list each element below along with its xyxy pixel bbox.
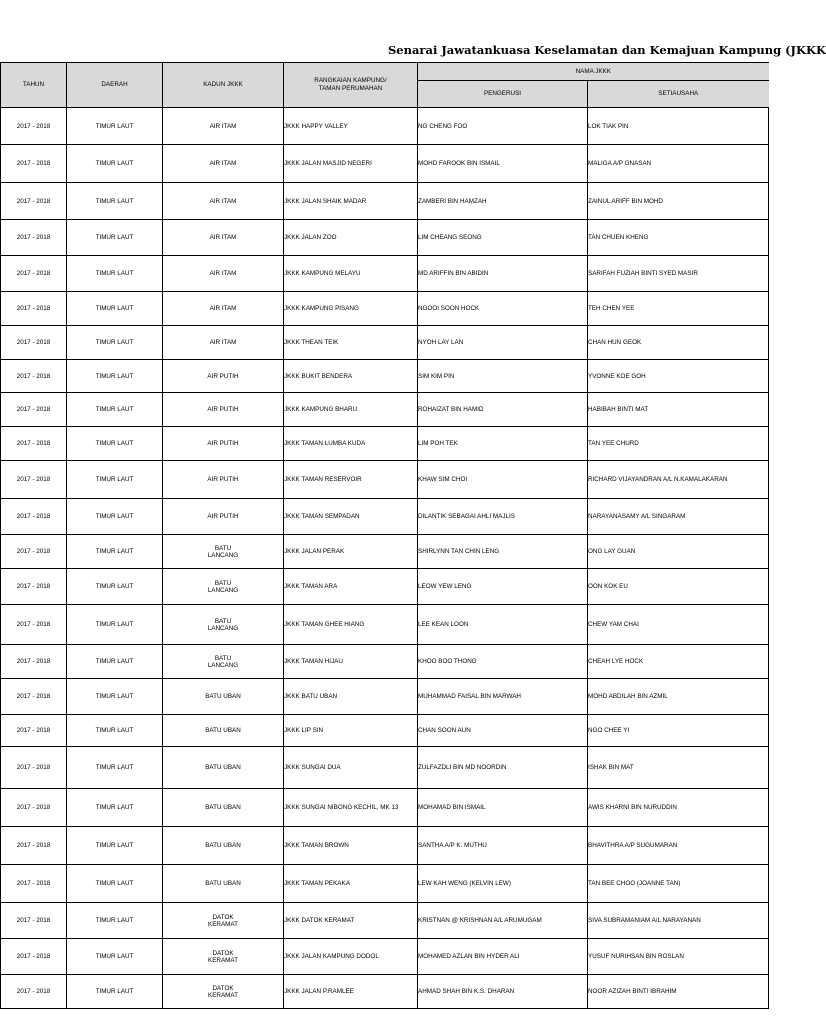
cell-pengerusi: NYOH LAY LAN — [418, 326, 588, 360]
cell-pengerusi: MOHD FAROOK BIN ISMAIL — [418, 145, 588, 183]
cell-pengerusi: NGOOI SOON HOCK — [418, 292, 588, 326]
table-row — [1, 183, 769, 220]
cell-rangkaian: JKKK HAPPY VALLEY — [284, 108, 418, 145]
cell-kadun — [163, 220, 284, 256]
cell-rangkaian: JKKK TAMAN RESERVOIR — [284, 461, 418, 499]
cell-kadun — [163, 827, 284, 865]
table-row — [1, 747, 769, 789]
cell-rangkaian: JKKK TAMAN PEKAKA — [284, 865, 418, 903]
cell-pengerusi: LIM POH TEK — [418, 427, 588, 461]
cell-setiausaha: NOOR AZIZAH BINTI IBRAHIM — [588, 975, 769, 1009]
cell-rangkaian: JKKK JALAN MASJID NEGERI — [284, 145, 418, 183]
cell-kadun — [163, 569, 284, 605]
cell-kadun-line: BATU — [214, 544, 232, 552]
cell-rangkaian: JKKK BATU UBAN — [284, 679, 418, 715]
cell-pengerusi: MOHAMAD BIN ISMAIL — [418, 789, 588, 827]
cell-kadun-line: AIR ITAM — [209, 122, 237, 130]
cell-tahun: 2017 - 2018 — [1, 108, 67, 145]
cell-setiausaha: LOK TIAK PIN — [588, 108, 769, 145]
jkkk-table — [0, 62, 769, 1009]
cell-tahun: 2017 - 2018 — [1, 747, 67, 789]
cell-rangkaian: JKKK SUNGAI DUA — [284, 747, 418, 789]
cell-kadun — [163, 292, 284, 326]
cell-kadun-line: DATOK — [212, 949, 234, 957]
cell-pengerusi: KRISTNAN @ KRISHNAN A/L ARUMUGAM — [418, 903, 588, 939]
cell-daerah: TIMUR LAUT — [67, 393, 163, 427]
header-nama-jkkk: NAMA JKKK — [418, 63, 769, 81]
table-row — [1, 975, 769, 1009]
cell-kadun — [163, 789, 284, 827]
table-row — [1, 789, 769, 827]
header-daerah: DAERAH — [67, 63, 163, 108]
header-pengerusi: PENGERUSI — [418, 81, 588, 108]
cell-tahun: 2017 - 2018 — [1, 865, 67, 903]
cell-tahun: 2017 - 2018 — [1, 975, 67, 1009]
cell-daerah: TIMUR LAUT — [67, 789, 163, 827]
cell-pengerusi: LEW KAH WENG (KELVIN LEW) — [418, 865, 588, 903]
cell-pengerusi: SHIRLYNN TAN CHIN LENG — [418, 535, 588, 569]
cell-setiausaha: CHEW YAM CHAI — [588, 605, 769, 645]
cell-rangkaian: JKKK TAMAN HIJAU — [284, 645, 418, 679]
cell-rangkaian: JKKK JALAN KAMPUNG DODOL — [284, 939, 418, 975]
cell-setiausaha: MOHD ABDILAH BIN AZMIL — [588, 679, 769, 715]
table-row — [1, 393, 769, 427]
cell-pengerusi: SIM KIM PIN — [418, 360, 588, 393]
table-row — [1, 499, 769, 535]
cell-daerah: TIMUR LAUT — [67, 360, 163, 393]
cell-tahun: 2017 - 2018 — [1, 939, 67, 975]
table-row — [1, 256, 769, 292]
cell-pengerusi: MD ARIFFIN BIN ABIDIN — [418, 256, 588, 292]
document-title: Senarai Jawatankuasa Keselamatan dan Kemajuan Kampung (JKKK — [388, 43, 826, 57]
cell-setiausaha: HABIBAH BINTI MAT — [588, 393, 769, 427]
table-row — [1, 605, 769, 645]
cell-rangkaian: JKKK JALAN PERAK — [284, 535, 418, 569]
cell-kadun — [163, 326, 284, 360]
cell-rangkaian: JKKK KAMPUNG PISANG — [284, 292, 418, 326]
header-rangkaian-line2: TAMAN PERUMAHAN — [318, 85, 383, 92]
cell-pengerusi: KHOO BOO THONG — [418, 645, 588, 679]
cell-kadun-line: BATU UBAN — [205, 764, 241, 771]
cell-kadun — [163, 499, 284, 535]
cell-daerah: TIMUR LAUT — [67, 747, 163, 789]
cell-daerah: TIMUR LAUT — [67, 679, 163, 715]
cell-daerah: TIMUR LAUT — [67, 715, 163, 747]
cell-kadun-line: DATOK — [212, 913, 234, 921]
cell-rangkaian: JKKK DATOK KERAMAT — [284, 903, 418, 939]
cell-daerah: TIMUR LAUT — [67, 645, 163, 679]
cell-setiausaha: YVONNE KOE GOH — [588, 360, 769, 393]
cell-kadun — [163, 605, 284, 645]
cell-kadun-line: BATU — [214, 654, 232, 662]
cell-kadun-line: AIR ITAM — [209, 234, 237, 241]
cell-daerah: TIMUR LAUT — [67, 975, 163, 1009]
table-row — [1, 827, 769, 865]
table-row — [1, 220, 769, 256]
cell-kadun-line: AIR ITAM — [209, 305, 237, 312]
cell-setiausaha: CHAN HUN GEOK — [588, 326, 769, 360]
cell-daerah: TIMUR LAUT — [67, 903, 163, 939]
cell-daerah: TIMUR LAUT — [67, 292, 163, 326]
cell-kadun — [163, 939, 284, 975]
cell-kadun — [163, 183, 284, 220]
cell-kadun-line: BATU UBAN — [205, 727, 241, 734]
cell-kadun-line: LANCANG — [207, 624, 239, 632]
cell-rangkaian: JKKK LIP SIN — [284, 715, 418, 747]
cell-kadun — [163, 747, 284, 789]
cell-rangkaian: JKKK TAMAN LUMBA KUDA — [284, 427, 418, 461]
cell-setiausaha: NARAYANASAMY A/L SINGARAM — [588, 499, 769, 535]
cell-rangkaian: JKKK JALAN SHAIK MADAR — [284, 183, 418, 220]
cell-tahun: 2017 - 2018 — [1, 360, 67, 393]
cell-setiausaha: MALIGA A/P GNASAN — [588, 145, 769, 183]
cell-kadun-line: AIR ITAM — [209, 197, 237, 205]
table-row — [1, 145, 769, 183]
cell-rangkaian: JKKK TAMAN GHEE HIANG — [284, 605, 418, 645]
cell-rangkaian: JKKK KAMPUNG MELAYU — [284, 256, 418, 292]
cell-rangkaian: JKKK JALAN ZOO — [284, 220, 418, 256]
cell-tahun: 2017 - 2018 — [1, 535, 67, 569]
table-row — [1, 865, 769, 903]
cell-daerah: TIMUR LAUT — [67, 220, 163, 256]
cell-kadun-line: LANCANG — [207, 551, 239, 559]
cell-kadun — [163, 679, 284, 715]
cell-tahun: 2017 - 2018 — [1, 326, 67, 360]
cell-tahun: 2017 - 2018 — [1, 789, 67, 827]
cell-daerah: TIMUR LAUT — [67, 256, 163, 292]
cell-kadun — [163, 535, 284, 569]
table-row — [1, 569, 769, 605]
cell-rangkaian: JKKK TAMAN ARA — [284, 569, 418, 605]
cell-tahun: 2017 - 2018 — [1, 679, 67, 715]
cell-tahun: 2017 - 2018 — [1, 292, 67, 326]
cell-kadun-line: AIR PUTIH — [207, 440, 239, 447]
cell-kadun — [163, 461, 284, 499]
cell-kadun-line: KERAMAT — [208, 920, 238, 928]
cell-tahun: 2017 - 2018 — [1, 393, 67, 427]
cell-kadun-line: AIR ITAM — [209, 160, 237, 167]
cell-setiausaha: ZAINUL ARIFF BIN MOHD — [588, 183, 769, 220]
cell-pengerusi: NG CHENG FOO — [418, 108, 588, 145]
cell-daerah: TIMUR LAUT — [67, 605, 163, 645]
cell-daerah: TIMUR LAUT — [67, 827, 163, 865]
cell-rangkaian: JKKK JALAN P.RAMLEE — [284, 975, 418, 1009]
cell-tahun: 2017 - 2018 — [1, 827, 67, 865]
cell-tahun: 2017 - 2018 — [1, 645, 67, 679]
cell-pengerusi: LEOW YEW LENG — [418, 569, 588, 605]
cell-rangkaian: JKKK SUNGAI NIBONG KECHIL, MK 13 — [284, 789, 418, 827]
cell-kadun — [163, 393, 284, 427]
cell-kadun-line: LANCANG — [207, 586, 239, 594]
cell-daerah: TIMUR LAUT — [67, 939, 163, 975]
table-row — [1, 939, 769, 975]
cell-pengerusi: LIM CHEANG SEONG — [418, 220, 588, 256]
cell-rangkaian: JKKK TAMAN BROWN — [284, 827, 418, 865]
table-row — [1, 903, 769, 939]
cell-kadun — [163, 975, 284, 1009]
cell-kadun-line: AIR PUTIH — [207, 476, 239, 483]
cell-pengerusi: ZULFAZDLI BIN MD NOORDIN — [418, 747, 588, 789]
cell-pengerusi: DILANTIK SEBAGAI AHLI MAJLIS — [418, 499, 588, 535]
table-row — [1, 360, 769, 393]
cell-setiausaha: SIVA SUBRAMANIAM A/L NARAYANAN — [588, 903, 769, 939]
cell-setiausaha: AWIS KHARNI BIN NURUDDIN — [588, 789, 769, 827]
cell-daerah: TIMUR LAUT — [67, 183, 163, 220]
cell-pengerusi: ROHAIZAT BIN HAMID — [418, 393, 588, 427]
cell-tahun: 2017 - 2018 — [1, 715, 67, 747]
cell-kadun — [163, 360, 284, 393]
cell-tahun: 2017 - 2018 — [1, 256, 67, 292]
header-rangkaian — [284, 63, 418, 108]
cell-rangkaian: JKKK THEAN TEIK — [284, 326, 418, 360]
table-row — [1, 535, 769, 569]
cell-kadun-line: BATU UBAN — [205, 880, 241, 887]
cell-kadun-line: AIR PUTIH — [207, 372, 239, 380]
cell-kadun-line: LANCANG — [207, 661, 239, 669]
cell-daerah: TIMUR LAUT — [67, 108, 163, 145]
cell-daerah: TIMUR LAUT — [67, 427, 163, 461]
header-setiausaha: SETIAUSAHA — [588, 81, 769, 108]
header-tahun: TAHUN — [1, 63, 67, 108]
cell-kadun — [163, 645, 284, 679]
table-row — [1, 461, 769, 499]
cell-kadun-line: BATU — [214, 579, 232, 587]
cell-kadun-line: AIR ITAM — [209, 270, 237, 277]
cell-kadun-line: AIR PUTIH — [207, 513, 239, 520]
cell-pengerusi: KHAW SIM CHOI — [418, 461, 588, 499]
cell-setiausaha: TAN CHUEN KHENG — [588, 220, 769, 256]
cell-kadun-line: AIR ITAM — [209, 339, 237, 346]
cell-daerah: TIMUR LAUT — [67, 569, 163, 605]
cell-kadun — [163, 903, 284, 939]
cell-setiausaha: BHAVITHRA A/P SUGUMARAN — [588, 827, 769, 865]
cell-setiausaha: ONG LAY GUAN — [588, 535, 769, 569]
cell-tahun: 2017 - 2018 — [1, 427, 67, 461]
cell-rangkaian: JKKK KAMPUNG BHARU — [284, 393, 418, 427]
cell-pengerusi: MUHAMMAD FAISAL BIN MARWAH — [418, 679, 588, 715]
cell-tahun: 2017 - 2018 — [1, 903, 67, 939]
table-row — [1, 108, 769, 145]
table-row — [1, 645, 769, 679]
cell-kadun-line: BATU UBAN — [205, 804, 241, 811]
cell-daerah: TIMUR LAUT — [67, 865, 163, 903]
cell-tahun: 2017 - 2018 — [1, 145, 67, 183]
cell-setiausaha: SARIFAH FUZIAH BINTI SYED MASIR — [588, 256, 769, 292]
cell-tahun: 2017 - 2018 — [1, 461, 67, 499]
table-row — [1, 679, 769, 715]
cell-setiausaha: ISHAK BIN MAT — [588, 747, 769, 789]
cell-tahun: 2017 - 2018 — [1, 499, 67, 535]
cell-daerah: TIMUR LAUT — [67, 535, 163, 569]
cell-kadun — [163, 427, 284, 461]
cell-kadun-line: BATU — [214, 617, 232, 625]
cell-tahun: 2017 - 2018 — [1, 569, 67, 605]
cell-daerah: TIMUR LAUT — [67, 326, 163, 360]
cell-tahun: 2017 - 2018 — [1, 220, 67, 256]
cell-kadun — [163, 865, 284, 903]
cell-setiausaha: RICHARD VIJAYANDRAN A/L N.KAMALAKARAN — [588, 461, 769, 499]
cell-kadun-line: BATU UBAN — [205, 842, 241, 849]
cell-kadun — [163, 715, 284, 747]
table-row — [1, 292, 769, 326]
cell-setiausaha: TEH CHEN YEE — [588, 292, 769, 326]
table-body — [1, 108, 769, 1009]
cell-tahun: 2017 - 2018 — [1, 183, 67, 220]
cell-daerah: TIMUR LAUT — [67, 499, 163, 535]
cell-pengerusi: LEE KEAN LOON — [418, 605, 588, 645]
cell-setiausaha: TAN YEE CHURD — [588, 427, 769, 461]
header-kadun: KADUN JKKK — [163, 63, 284, 108]
table-row — [1, 427, 769, 461]
cell-kadun — [163, 256, 284, 292]
cell-daerah: TIMUR LAUT — [67, 461, 163, 499]
header-rangkaian-line1: RANGKAIAN KAMPUNG/ — [314, 77, 387, 84]
cell-kadun-line: AIR PUTIH — [207, 406, 239, 413]
cell-setiausaha: CHEAH LYE HOCK — [588, 645, 769, 679]
cell-kadun-line: KERAMAT — [208, 991, 238, 999]
cell-pengerusi: CHAN SOON AUN — [418, 715, 588, 747]
cell-setiausaha: OON KOK EU — [588, 569, 769, 605]
cell-kadun-line: DATOK — [212, 984, 234, 992]
table-row — [1, 326, 769, 360]
cell-rangkaian: JKKK TAMAN SEMPADAN — [284, 499, 418, 535]
table-row — [1, 715, 769, 747]
cell-tahun: 2017 - 2018 — [1, 605, 67, 645]
cell-setiausaha: TAN BEE CHOO (JOANNE TAN) — [588, 865, 769, 903]
cell-kadun — [163, 108, 284, 145]
cell-kadun — [163, 145, 284, 183]
cell-kadun-line: BATU UBAN — [205, 693, 241, 700]
cell-daerah: TIMUR LAUT — [67, 145, 163, 183]
cell-rangkaian: JKKK BUKIT BENDERA — [284, 360, 418, 393]
cell-setiausaha: NGO CHEE YI — [588, 715, 769, 747]
cell-setiausaha: YUSUF NURIHSAN BIN ROSLAN — [588, 939, 769, 975]
cell-pengerusi: MOHAMED AZLAN BIN HYDER ALI — [418, 939, 588, 975]
cell-pengerusi: SANTHA A/P K. MUTHU — [418, 827, 588, 865]
cell-pengerusi: AHMAD SHAH BIN K.S. DHARAN — [418, 975, 588, 1009]
cell-kadun-line: KERAMAT — [208, 956, 238, 964]
cell-pengerusi: ZAMBERI BIN HAMZAH — [418, 183, 588, 220]
